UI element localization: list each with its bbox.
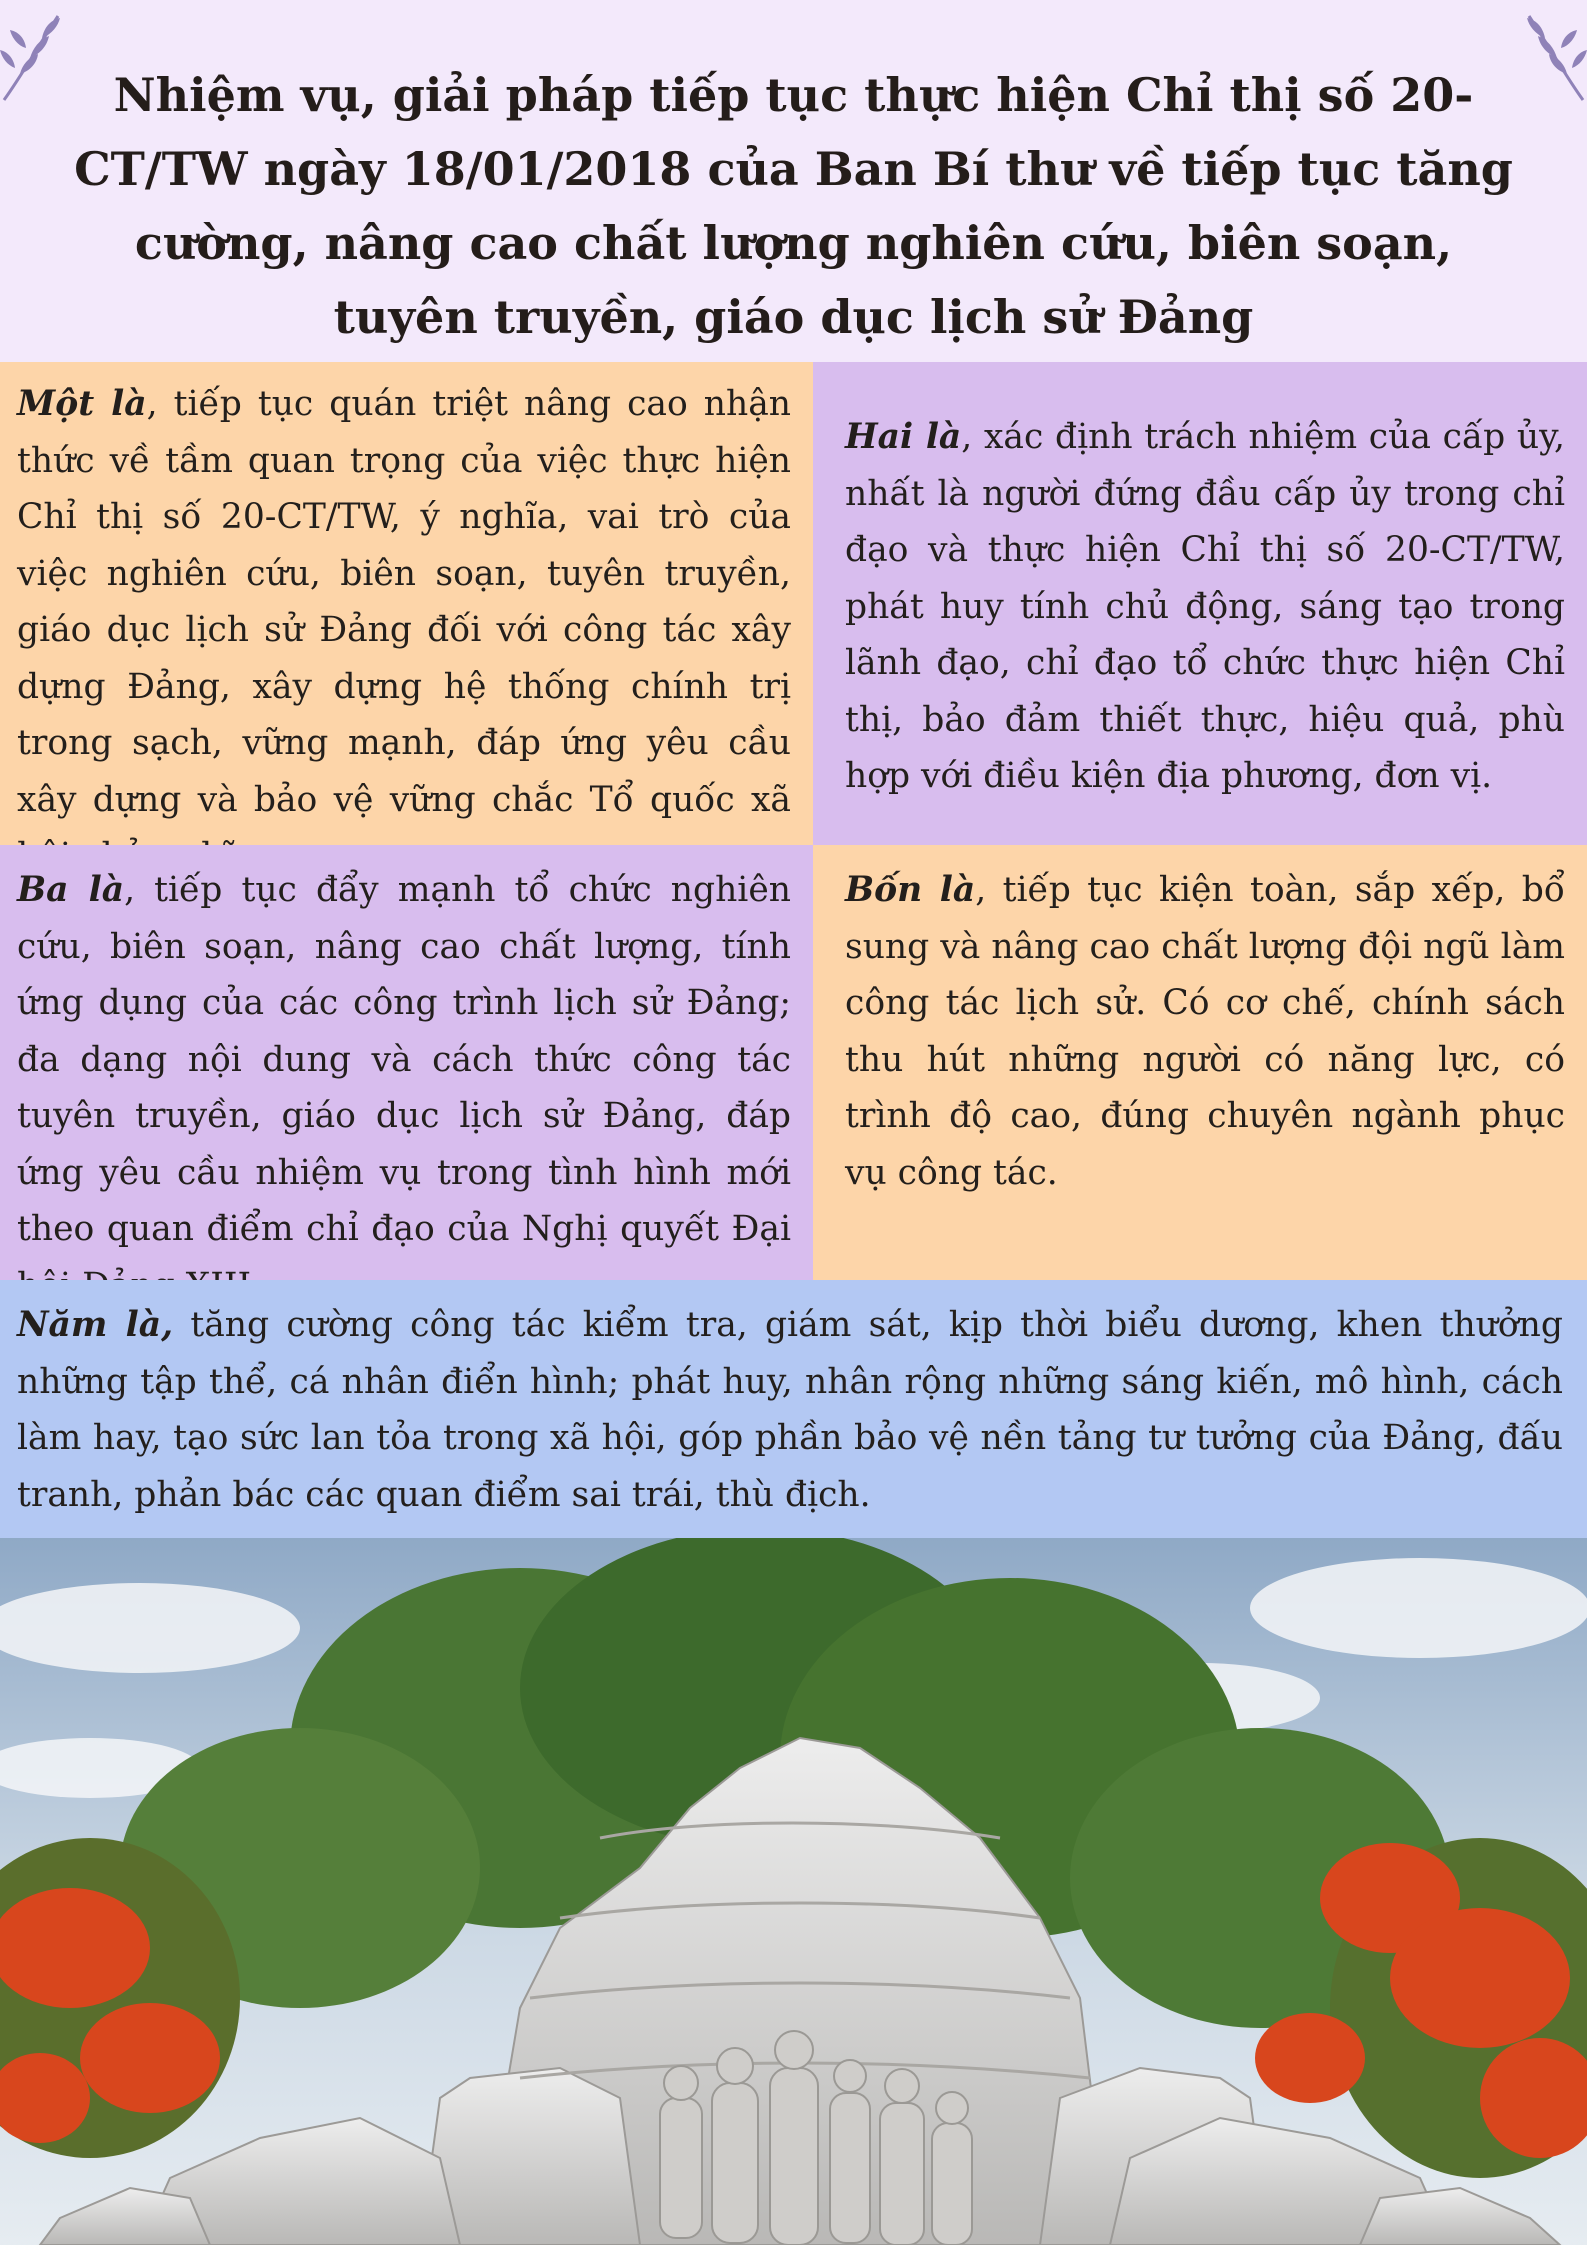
- task-five-box: [0, 1280, 1587, 1538]
- task-two-box: [813, 362, 1587, 845]
- task-one-text: , tiếp tục quán triệt nâng cao nhận thức về tầm quan trọng của việc thực hiện Chỉ thị số 20-CT/TW, ý nghĩa, vai trò của việc nghiên cứu, biên soạn, tuyên truyền, giáo dục lịch sử Đảng đối với công tác xây dựng Đảng, xây dựng hệ thống chính trị trong sạch, vững mạnh, đáp ứng yêu cầu xây dựng và bảo vệ vững chắc Tổ quốc xã: [17, 384, 792, 820]
- task-three-text: , tiếp tục đẩy mạnh tổ chức nghiên cứu, biên soạn, nâng cao chất lượng, tính ứng dụng của các công trình lịch sử Đảng; đa dạng nội dung và cách thức công tác tuyên truyền, giáo dục lịch sử Đảng, đáp ứng yêu cầu nhiệm vụ trong tình hình mới theo quan điểm chỉ đạo của Nghị quyết Đại: [17, 870, 791, 1249]
- page-title: Nhiệm vụ, giải pháp tiếp tục thực hiện Chỉ thị số 20-CT/TW ngày 18/01/2018 của Ban Bí thư về tiếp tục tăng cường, nâng cao chất lượng nghiên cứu, biên soạn, tuyên truyền, giáo dục lịch sử Đảng: [74, 68, 1513, 344]
- task-one-lead: Một là: [17, 384, 147, 424]
- task-four-lead: Bốn là: [845, 870, 976, 910]
- task-two-lead: Hai là: [845, 417, 962, 457]
- monument-photo: [0, 1538, 1587, 2245]
- task-five-text: tăng cường công tác kiểm tra, giám sát, kịp thời biểu dương, khen thưởng những tập thể, cá nhân điển hình; phát huy, nhân rộng những sáng kiến, mô hình, cách làm hay, tạo sức lan tỏa trong xã hội, góp phần bảo vệ nền tảng tư tưởng của Đảng, đấu tranh, phản bác các quan điểm sai trái, thù địch.: [17, 1305, 1563, 1515]
- task-three-box: [0, 845, 813, 1280]
- task-five-lead: Năm là,: [17, 1305, 174, 1345]
- leaf-ornament-right-icon: [1525, 8, 1587, 108]
- task-four-box: [813, 845, 1587, 1280]
- task-three-lead: Ba là: [17, 870, 125, 910]
- task-one-box: [0, 362, 813, 845]
- task-two-text: , xác định trách nhiệm của cấp ủy, nhất là người đứng đầu cấp ủy trong chỉ đạo và thực hiện Chỉ thị số 20-CT/TW, phát huy tính chủ động, sáng tạo trong lãnh đạo, chỉ đạo tổ chức thực hiện Chỉ thị, bảo đảm thiết thực, hiệu quả, phù hợp với điều kiện địa phương, đơn vị.: [845, 417, 1565, 796]
- leaf-ornament-left-icon: [0, 8, 62, 108]
- task-four-text: , tiếp tục kiện toàn, sắp xếp, bổ sung và nâng cao chất lượng đội ngũ làm công tác lịch sử. Có cơ chế, chính sách thu hút những người có năng lực, có trình độ cao, đúng chuyên ngành phục vụ công tác.: [845, 870, 1565, 1193]
- header: [0, 0, 1587, 362]
